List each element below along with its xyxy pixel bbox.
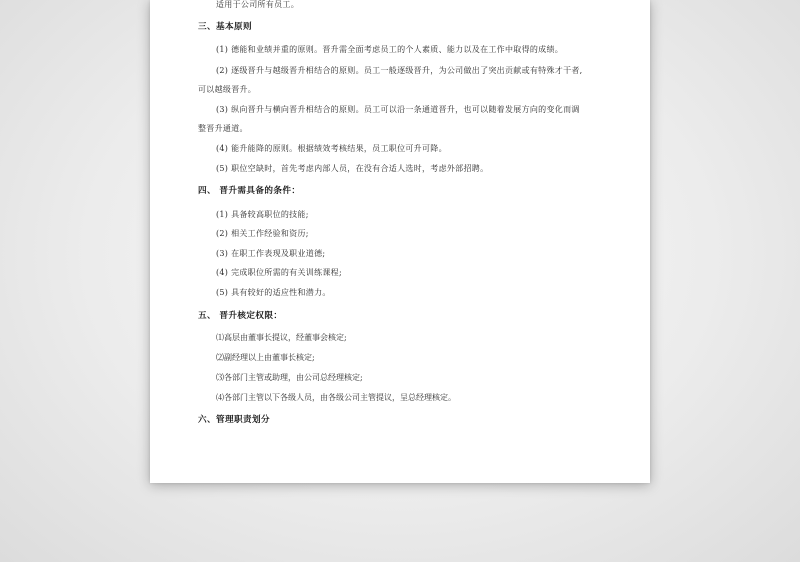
section-heading-promotion-conditions: 四、 晋升需具备的条件： xyxy=(198,186,301,196)
principle-2-continuation: 可以越级晋升。 xyxy=(198,85,257,94)
principle-4-text: (4) 能升能降的原则。根据绩效考核结果，员工职位可升可降。 xyxy=(216,144,447,153)
section-heading-basic-principles: 三、基本原则 xyxy=(198,22,252,32)
principle-3-text: (3) 纵向晋升与横向晋升相结合的原则。员工可以沿一条通道晋升，也可以随着发展方向的变化而调 xyxy=(216,105,580,114)
authority-3-text: ⑶各部门主管或助理，由公司总经理核定; xyxy=(216,373,363,382)
authority-1-text: ⑴高层由董事长提议，经董事会核定; xyxy=(216,333,347,342)
principle-2-text: (2) 逐级晋升与越级晋升相结合的原则。员工一般逐级晋升，为公司做出了突出贡献或有特殊才干者, xyxy=(216,66,583,75)
document-body xyxy=(198,0,610,483)
condition-4-text: (4) 完成职位所需的有关训练课程; xyxy=(216,268,342,277)
authority-4-text: ⑷各部门主管以下各级人员，由各级公司主管提议，呈总经理核定。 xyxy=(216,393,456,402)
principle-1-text: (1) 德能和业绩并重的原则。晋升需全面考虑员工的个人素质、能力以及在工作中取得的成绩。 xyxy=(216,45,564,54)
condition-5-text: (5) 具有较好的适应性和潜力。 xyxy=(216,288,331,297)
principle-3-continuation: 整晋升通道。 xyxy=(198,124,248,133)
principle-5-text: (5) 职位空缺时，首先考虑内部人员，在没有合适人选时，考虑外部招聘。 xyxy=(216,164,489,173)
condition-3-text: (3) 在职工作表现及职业道德; xyxy=(216,249,326,258)
condition-1-text: (1) 具备较高职位的技能; xyxy=(216,210,309,219)
section-heading-approval-authority: 五、 晋升核定权限： xyxy=(198,311,283,321)
authority-2-text: ⑵副经理以上由董事长核定; xyxy=(216,353,315,362)
top-fragment-text: 适用于公司所有员工。 xyxy=(216,0,299,9)
document-page xyxy=(150,0,650,483)
section-heading-management-responsibilities: 六、管理职责划分 xyxy=(198,415,270,425)
condition-2-text: (2) 相关工作经验和资历; xyxy=(216,229,309,238)
